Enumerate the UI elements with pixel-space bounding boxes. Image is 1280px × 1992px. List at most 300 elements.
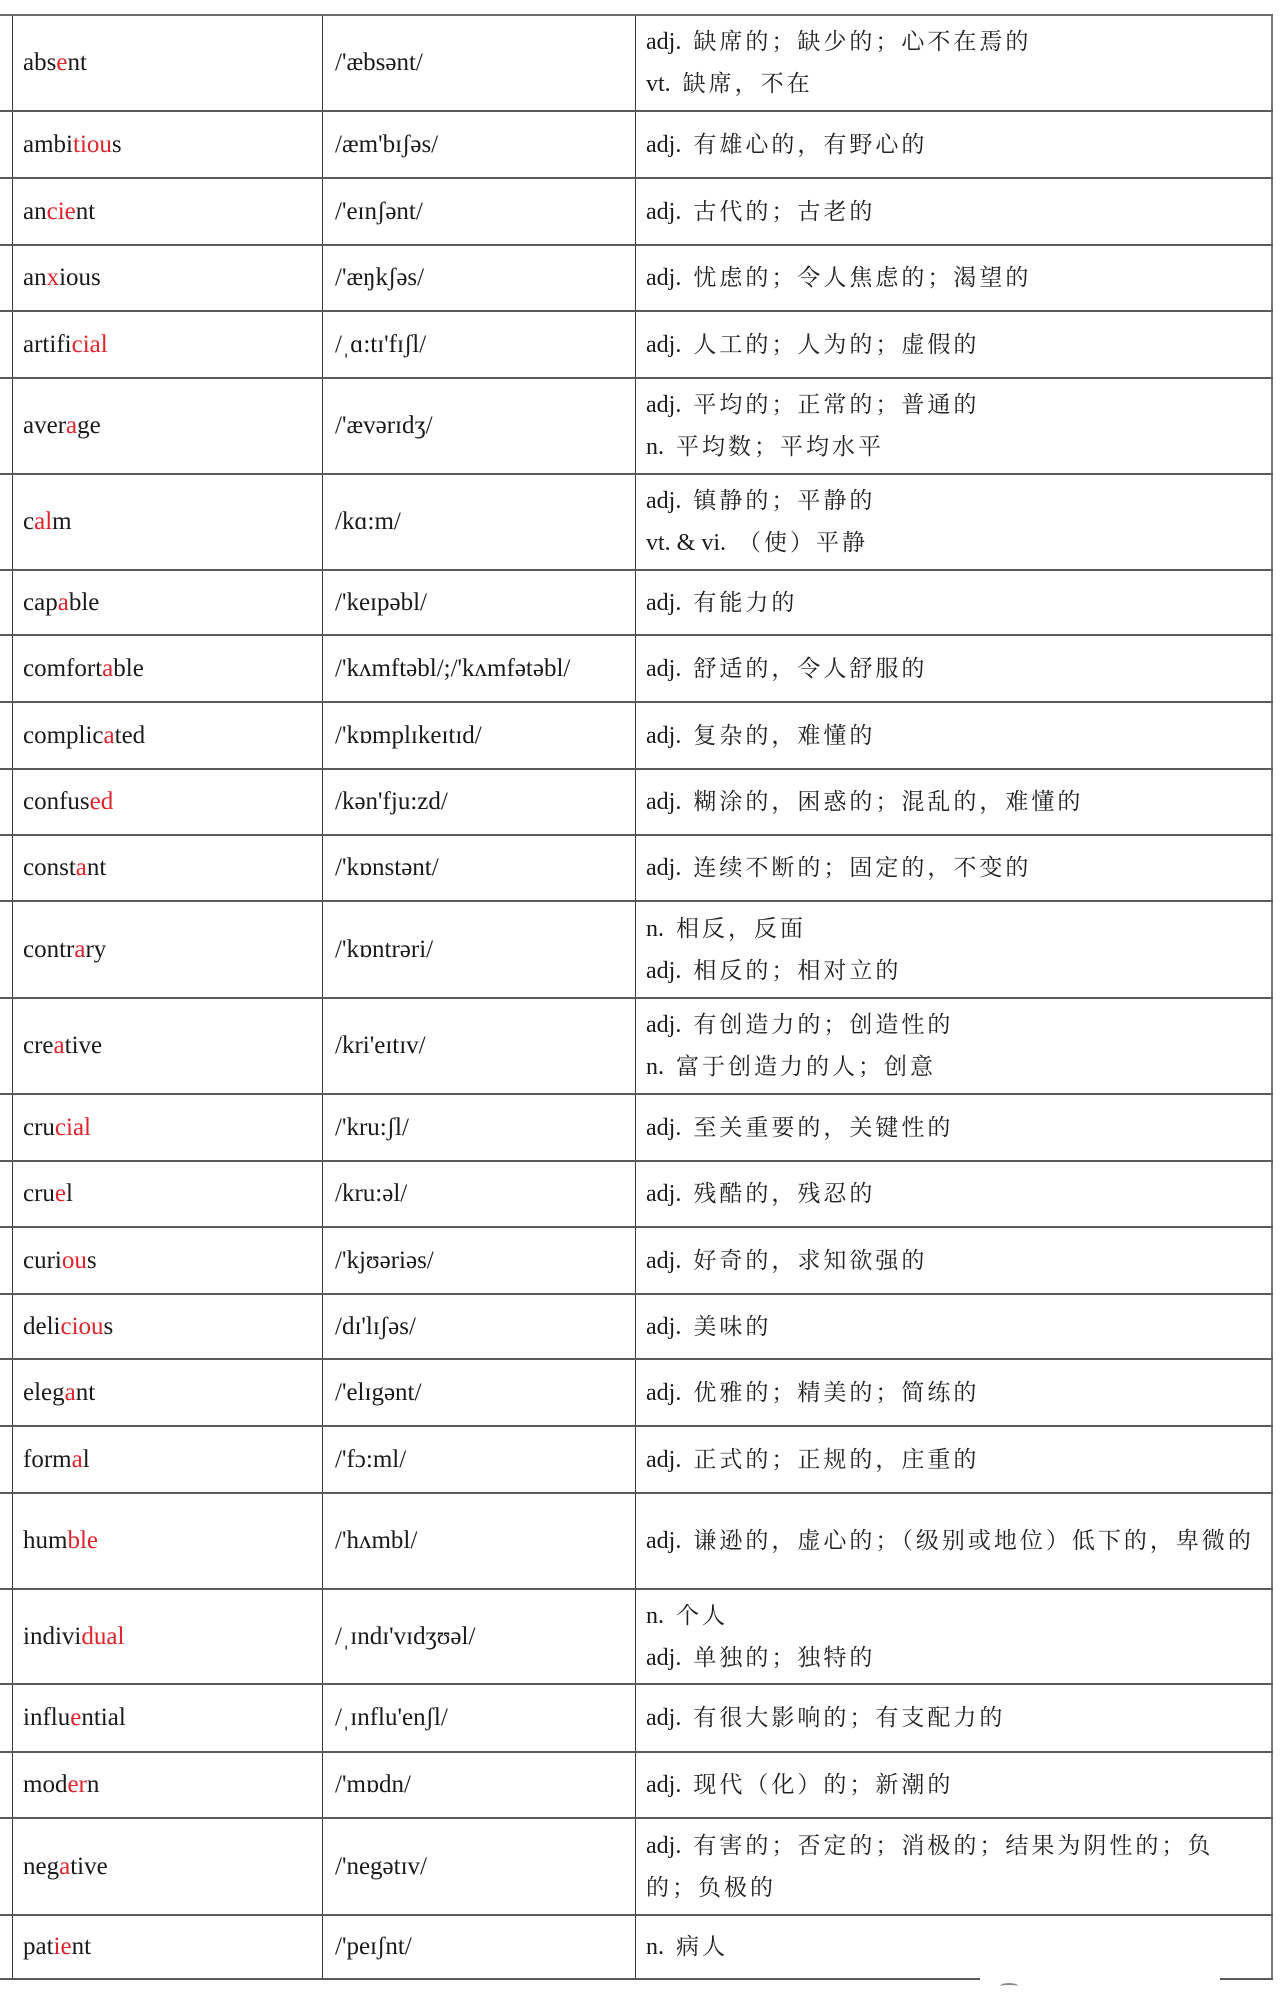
definition-cell	[636, 475, 1273, 569]
phonetic-cell	[323, 1162, 636, 1226]
word-part: tive	[70, 1852, 108, 1880]
definition-line	[646, 1697, 1257, 1739]
definition-line	[646, 781, 1257, 823]
table-row	[0, 999, 1273, 1095]
part-of-speech: n.	[646, 915, 664, 942]
part-of-speech: adj.	[646, 722, 682, 749]
word-part: const	[23, 854, 76, 881]
definition-cell	[636, 1685, 1273, 1751]
table-row	[0, 1685, 1273, 1753]
part-of-speech: adj.	[646, 198, 682, 225]
definition-line	[646, 426, 1257, 468]
definition-text: 个人	[676, 1602, 728, 1629]
word	[23, 589, 322, 617]
word-part: neg	[23, 1852, 60, 1880]
definition-cell	[636, 1095, 1273, 1160]
definition-line	[646, 1764, 1257, 1806]
word-part: s	[111, 130, 122, 158]
word-cell	[13, 1295, 323, 1358]
definition-line	[646, 1595, 1257, 1637]
word-part: nt	[86, 854, 107, 881]
part-of-speech: adj.	[646, 1247, 682, 1274]
table-row	[0, 179, 1273, 246]
table-row	[0, 312, 1273, 379]
definition-text: 平均的；正常的；普通的	[693, 392, 980, 418]
definition-text: （使）平静	[738, 530, 869, 556]
word-cell	[13, 179, 323, 244]
table-row	[0, 475, 1273, 571]
definition-text: 富于创造力的人；创意	[676, 1054, 936, 1080]
part-of-speech: adj.	[646, 331, 682, 358]
scan-mark	[1000, 1983, 1018, 1989]
table-row	[0, 1427, 1273, 1494]
word-highlight: ed	[89, 788, 114, 815]
word-cell	[13, 703, 323, 768]
part-of-speech: adj.	[646, 488, 682, 514]
definition-text: 平均数；平均水平	[676, 434, 884, 460]
word-part: cre	[23, 1032, 54, 1059]
definition-line	[646, 384, 1257, 426]
word	[23, 1933, 322, 1961]
part-of-speech: adj.	[646, 1379, 682, 1406]
word-part: ious	[59, 264, 101, 291]
phonetic-cell	[323, 703, 636, 768]
word-part: eleg	[23, 1378, 65, 1406]
phonetic-cell	[323, 1494, 636, 1588]
table-row	[0, 571, 1273, 636]
definition-line	[646, 1926, 1257, 1968]
word-highlight: a	[75, 854, 87, 881]
row-index-cell	[0, 836, 13, 900]
definition-cell	[636, 1916, 1273, 1978]
phonetic-cell	[323, 246, 636, 310]
phonetic-cell	[323, 112, 636, 177]
row-index-cell	[0, 1360, 13, 1425]
definition-cell	[636, 16, 1273, 110]
definition-cell	[636, 1162, 1273, 1226]
word-highlight: e	[56, 49, 68, 76]
definition-line	[646, 480, 1257, 522]
word-part: cap	[23, 588, 58, 616]
word-part: nt	[75, 197, 96, 225]
word-part: ted	[114, 721, 146, 749]
row-index-cell	[0, 1590, 13, 1683]
row-index-cell	[0, 1162, 13, 1226]
row-index-cell	[0, 1095, 13, 1160]
word	[23, 508, 322, 536]
word-part: nt	[67, 49, 87, 76]
word-cell	[13, 1590, 323, 1683]
word	[23, 1704, 322, 1732]
word-highlight: a	[66, 412, 78, 439]
word	[23, 1247, 322, 1275]
phonetic-cell	[323, 475, 636, 569]
definition-text: 复杂的，难懂的	[693, 722, 876, 749]
word-cell	[13, 902, 323, 997]
phonetic: /'eɪnʃənt/	[335, 197, 423, 225]
word-highlight: cial	[54, 1113, 92, 1141]
phonetic-cell	[323, 1360, 636, 1425]
word-cell	[13, 1162, 323, 1226]
phonetic: /kru:əl/	[335, 1180, 408, 1207]
definition-line	[646, 1372, 1257, 1414]
table-row	[0, 636, 1273, 703]
table-row	[0, 1162, 1273, 1228]
word-part: complic	[23, 721, 104, 749]
row-index-cell	[0, 475, 13, 569]
definition-text: 相反的；相对立的	[693, 957, 902, 984]
definition-text: 连续不断的；固定的，不变的	[693, 855, 1032, 881]
definition-line	[646, 1520, 1257, 1562]
phonetic: /kən'fju:zd/	[335, 788, 448, 815]
word-part: ntial	[81, 1704, 126, 1731]
table-row	[0, 1494, 1273, 1590]
word-cell	[13, 1819, 323, 1914]
row-index-cell	[0, 1295, 13, 1358]
row-index-cell	[0, 1494, 13, 1588]
phonetic-cell	[323, 1916, 636, 1978]
definition-text: 相反，反面	[676, 915, 806, 942]
definition-line	[646, 1439, 1257, 1481]
part-of-speech: adj.	[646, 1528, 682, 1554]
word-cell	[13, 1228, 323, 1293]
phonetic-cell	[323, 379, 636, 473]
phonetic-cell	[323, 179, 636, 244]
word-part: abs	[23, 49, 57, 76]
part-of-speech: adj.	[646, 789, 682, 815]
definition-text: 有创造力的；创造性的	[693, 1012, 954, 1038]
definition-line	[646, 715, 1257, 757]
phonetic-cell	[323, 1590, 636, 1683]
word-cell	[13, 379, 323, 473]
word-highlight: ou	[61, 1246, 87, 1274]
definition-text: 有害的；否定的；消极的；结果为阴性的；负的；负极的	[646, 1832, 1214, 1901]
word-part: s	[86, 1246, 97, 1274]
word-highlight: x	[46, 264, 60, 291]
definition-cell	[636, 1427, 1273, 1492]
word-part: tive	[64, 1032, 103, 1059]
phonetic: /'kɒntrəri/	[335, 935, 434, 963]
word-part: ble	[68, 588, 100, 616]
word	[23, 264, 322, 292]
word-part: comfort	[23, 654, 103, 682]
table-row	[0, 379, 1273, 475]
row-index-cell	[0, 1427, 13, 1492]
part-of-speech: adj.	[646, 1114, 682, 1141]
definition-line	[646, 191, 1257, 233]
phonetic-cell	[323, 1295, 636, 1358]
definition-cell	[636, 1295, 1273, 1358]
definition-line	[646, 257, 1257, 299]
word	[23, 1114, 322, 1142]
word-part: form	[23, 1445, 72, 1473]
word-cell	[13, 1095, 323, 1160]
word	[23, 1853, 322, 1881]
phonetic-cell	[323, 902, 636, 997]
word-cell	[13, 312, 323, 377]
definition-cell	[636, 179, 1273, 244]
definition-text: 现代（化）的；新潮的	[693, 1772, 954, 1798]
definition-cell	[636, 1753, 1273, 1817]
definition-text: 缺席的；缺少的；心不在焉的	[693, 29, 1032, 55]
phonetic: /æm'bɪʃəs/	[335, 130, 439, 158]
scan-gap	[980, 1977, 1220, 1980]
phonetic-cell	[323, 1819, 636, 1914]
phonetic: /'kru:ʃl/	[335, 1113, 409, 1141]
phonetic: /'keɪpəbl/	[335, 588, 427, 616]
part-of-speech: vt. & vi.	[646, 530, 727, 556]
part-of-speech: adj.	[646, 1446, 682, 1473]
word-part: nt	[75, 1378, 96, 1406]
definition-cell	[636, 1819, 1273, 1914]
definition-text: 残酷的，残忍的	[693, 1181, 876, 1207]
phonetic: /'peɪʃnt/	[335, 1933, 412, 1960]
definition-line	[646, 1637, 1257, 1679]
table-row	[0, 902, 1273, 999]
part-of-speech: n.	[646, 434, 664, 460]
word	[23, 936, 322, 964]
definition-cell	[636, 1590, 1273, 1683]
word-cell	[13, 246, 323, 310]
word	[23, 331, 322, 359]
definition-line	[646, 124, 1257, 166]
word	[23, 788, 322, 816]
word-cell	[13, 1753, 323, 1817]
definition-line	[646, 847, 1257, 889]
word	[23, 49, 322, 77]
definition-line	[646, 1004, 1257, 1046]
definition-text: 有很大影响的；有支配力的	[693, 1705, 1006, 1731]
row-index-cell	[0, 112, 13, 177]
word	[23, 1313, 322, 1341]
row-index-cell	[0, 1819, 13, 1914]
definition-line	[646, 1240, 1257, 1282]
word	[23, 131, 322, 159]
table-row	[0, 1228, 1273, 1295]
part-of-speech: adj.	[646, 265, 682, 291]
definition-line	[646, 1825, 1257, 1909]
word-part: cru	[23, 1113, 55, 1141]
word-cell	[13, 836, 323, 900]
definition-text: 病人	[676, 1934, 728, 1960]
phonetic-cell	[323, 312, 636, 377]
word-part: mod	[23, 1771, 68, 1798]
row-index-cell	[0, 571, 13, 634]
phonetic: /'æŋkʃəs/	[335, 264, 425, 291]
word-part: cru	[23, 1180, 55, 1207]
part-of-speech: adj.	[646, 1772, 682, 1798]
definition-line	[646, 63, 1257, 105]
word	[23, 1771, 322, 1799]
word	[23, 1180, 322, 1208]
word-part: influ	[23, 1704, 71, 1731]
phonetic-cell	[323, 836, 636, 900]
definition-cell	[636, 312, 1273, 377]
definition-cell	[636, 999, 1273, 1093]
word-highlight: tiou	[73, 130, 112, 158]
word-part: ge	[77, 412, 101, 439]
phonetic: /'fɔ:ml/	[335, 1445, 407, 1473]
table-row	[0, 246, 1273, 312]
definition-cell	[636, 836, 1273, 900]
phonetic: /'kjʊəriəs/	[335, 1246, 434, 1274]
definition-text: 镇静的；平静的	[693, 488, 876, 514]
part-of-speech: adj.	[646, 1012, 682, 1038]
word-cell	[13, 16, 323, 110]
row-index-cell	[0, 999, 13, 1093]
phonetic: /dɪ'lɪʃəs/	[335, 1312, 416, 1340]
phonetic-cell	[323, 16, 636, 110]
word-highlight: cial	[71, 330, 108, 358]
definition-cell	[636, 1360, 1273, 1425]
row-index-cell	[0, 703, 13, 768]
word-cell	[13, 1427, 323, 1492]
definition-cell	[636, 571, 1273, 634]
row-index-cell	[0, 1685, 13, 1751]
word-cell	[13, 475, 323, 569]
word-part: confus	[23, 788, 90, 815]
definition-line	[646, 950, 1257, 992]
row-index-cell	[0, 246, 13, 310]
word-part: curi	[23, 1246, 62, 1274]
word-cell	[13, 1685, 323, 1751]
word-part: l	[66, 1180, 73, 1207]
part-of-speech: n.	[646, 1602, 664, 1629]
word-highlight: ie	[53, 1933, 72, 1960]
phonetic-cell	[323, 770, 636, 834]
definition-text: 舒适的，令人舒服的	[693, 655, 928, 682]
definition-cell	[636, 770, 1273, 834]
phonetic-cell	[323, 1095, 636, 1160]
word-highlight: e	[54, 1180, 67, 1207]
word	[23, 1623, 322, 1651]
word-part: pat	[23, 1933, 54, 1960]
word-cell	[13, 1916, 323, 1978]
row-index-cell	[0, 770, 13, 834]
part-of-speech: adj.	[646, 392, 682, 418]
part-of-speech: adj.	[646, 957, 682, 984]
word-highlight: e	[70, 1704, 82, 1731]
word-cell	[13, 770, 323, 834]
word-highlight: a	[59, 1852, 71, 1880]
definition-text: 优雅的；精美的；简练的	[693, 1379, 980, 1406]
definition-line	[646, 1173, 1257, 1215]
word-highlight: cie	[46, 197, 76, 225]
definition-cell	[636, 636, 1273, 701]
definition-line	[646, 648, 1257, 690]
table-row	[0, 770, 1273, 836]
part-of-speech: adj.	[646, 1832, 682, 1859]
phonetic: /'æbsənt/	[335, 49, 423, 76]
row-index-cell	[0, 1916, 13, 1978]
word-part: m	[52, 508, 72, 535]
phonetic: /ˌɪndɪ'vɪdʒʊəl/	[335, 1622, 476, 1650]
definition-text: 有雄心的，有野心的	[693, 131, 928, 158]
word-part: artifi	[23, 330, 72, 358]
definition-text: 单独的；独特的	[693, 1644, 876, 1671]
word-cell	[13, 112, 323, 177]
definition-line	[646, 582, 1257, 624]
part-of-speech: adj.	[646, 1705, 682, 1731]
definition-cell	[636, 1228, 1273, 1293]
definition-line	[646, 1306, 1257, 1348]
word-part: an	[23, 264, 47, 291]
table-row	[0, 1590, 1273, 1685]
phonetic-cell	[323, 999, 636, 1093]
phonetic: /kɑ:m/	[335, 508, 401, 535]
word-part: hum	[23, 1527, 68, 1554]
word-highlight: dual	[81, 1622, 125, 1650]
word-part: n	[86, 1771, 100, 1798]
part-of-speech: adj.	[646, 655, 682, 682]
part-of-speech: adj.	[646, 589, 682, 616]
phonetic: /'kɒmplɪkeɪtɪd/	[335, 721, 482, 749]
word-highlight: a	[102, 654, 114, 682]
definition-line	[646, 21, 1257, 63]
word-part: c	[23, 508, 35, 535]
word-cell	[13, 999, 323, 1093]
definition-text: 谦逊的，虚心的；（级别或地位）低下的，卑微的	[693, 1528, 1254, 1554]
phonetic: /'ævərɪdʒ/	[335, 412, 433, 439]
word-highlight: a	[64, 1378, 76, 1406]
definition-text: 正式的；正规的，庄重的	[693, 1446, 980, 1473]
table-row	[0, 703, 1273, 770]
word-highlight: a	[74, 935, 86, 963]
phonetic: /ˌɪnflu'enʃl/	[335, 1704, 448, 1731]
word-highlight: a	[53, 1032, 65, 1059]
table-row	[0, 1360, 1273, 1427]
definition-text: 美味的	[693, 1313, 772, 1340]
phonetic-cell	[323, 636, 636, 701]
word-cell	[13, 636, 323, 701]
word-highlight: al	[34, 508, 53, 535]
word-highlight: a	[57, 588, 69, 616]
table-row	[0, 16, 1273, 112]
word-cell	[13, 571, 323, 634]
word	[23, 1032, 322, 1060]
definition-line	[646, 1107, 1257, 1149]
phonetic: /'elɪgənt/	[335, 1378, 422, 1406]
definition-text: 有能力的	[693, 589, 798, 616]
part-of-speech: adj.	[646, 29, 682, 55]
word	[23, 1527, 322, 1555]
table-row	[0, 1295, 1273, 1360]
word-part: nt	[71, 1933, 92, 1960]
word-highlight: er	[67, 1771, 87, 1798]
row-index-cell	[0, 902, 13, 997]
word-part: contr	[23, 935, 75, 963]
word-part: ambi	[23, 130, 73, 158]
phonetic: /'kʌmftəbl/;/'kʌmfətəbl/	[335, 654, 571, 682]
word-highlight: a	[71, 1445, 83, 1473]
word-highlight: a	[103, 721, 115, 749]
word	[23, 1446, 322, 1474]
table-row	[0, 1753, 1273, 1819]
definition-line	[646, 522, 1257, 564]
table-row	[0, 1916, 1273, 1980]
part-of-speech: adj.	[646, 855, 682, 881]
word-part: ble	[113, 654, 144, 682]
phonetic-cell	[323, 1427, 636, 1492]
part-of-speech: adj.	[646, 131, 682, 158]
word-highlight: ble	[67, 1527, 98, 1554]
table-row	[0, 836, 1273, 902]
definition-cell	[636, 112, 1273, 177]
word-part: deli	[23, 1312, 61, 1340]
word-part: s	[103, 1312, 114, 1340]
word-part: indivi	[23, 1622, 82, 1650]
phonetic: /'kɒnstənt/	[335, 854, 439, 881]
